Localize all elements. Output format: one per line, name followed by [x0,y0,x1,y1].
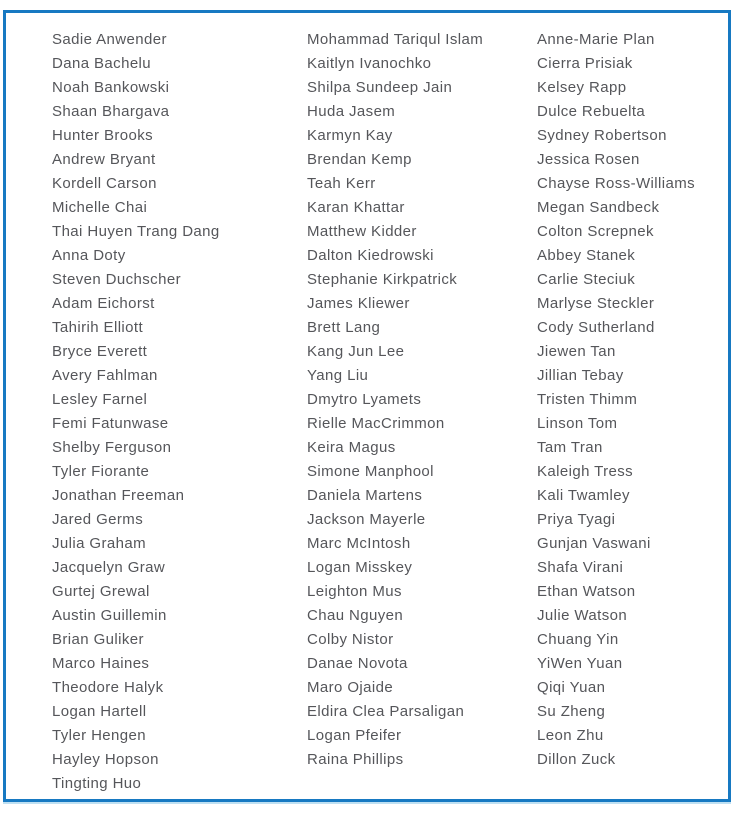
list-item: Marc McIntosh [307,535,411,552]
list-item: Leon Zhu [537,727,604,744]
list-item: Qiqi Yuan [537,679,606,696]
list-item: Hunter Brooks [52,127,154,144]
list-item: Ethan Watson [537,583,636,600]
list-item: Karmyn Kay [307,127,393,144]
list-item: Bryce Everett [52,343,148,360]
list-item: Linson Tom [537,415,618,432]
list-item: Marco Haines [52,655,150,672]
list-item: Steven Duchscher [52,271,181,288]
list-item: Jiewen Tan [537,343,616,360]
list-item: Priya Tyagi [537,511,616,528]
list-item: Jacquelyn Graw [52,559,166,576]
list-item: Jackson Mayerle [307,511,426,528]
list-item: Maro Ojaide [307,679,394,696]
list-item: Michelle Chai [52,199,148,216]
list-item: Su Zheng [537,703,606,720]
list-item: Karan Khattar [307,199,405,216]
list-item: Shilpa Sundeep Jain [307,79,453,96]
list-item: Kaitlyn Ivanochko [307,55,432,72]
list-item: Tahirih Elliott [52,319,144,336]
list-item: Simone Manphool [307,463,434,480]
list-item: Megan Sandbeck [537,199,660,216]
list-item: Hayley Hopson [52,751,159,768]
list-item: Matthew Kidder [307,223,417,240]
list-item: Carlie Steciuk [537,271,636,288]
list-item: Eldira Clea Parsaligan [307,703,465,720]
list-item: Brian Guliker [52,631,144,648]
list-item: Anne-Marie Plan [537,31,655,48]
list-item: Kordell Carson [52,175,157,192]
list-item: YiWen Yuan [537,655,623,672]
list-item: Leighton Mus [307,583,402,600]
list-item: Kali Twamley [537,487,630,504]
list-item: Jillian Tebay [537,367,624,384]
list-item: Cierra Prisiak [537,55,633,72]
list-item: Thai Huyen Trang Dang [52,223,220,240]
roster-panel [3,10,731,802]
list-item: Jessica Rosen [537,151,640,168]
list-item: Chuang Yin [537,631,619,648]
list-item: Shaan Bhargava [52,103,170,120]
list-item: Rielle MacCrimmon [307,415,445,432]
list-item: Dulce Rebuelta [537,103,646,120]
list-item: Sadie Anwender [52,31,167,48]
list-item: Daniela Martens [307,487,423,504]
list-item: Jonathan Freeman [52,487,185,504]
list-item: Shafa Virani [537,559,624,576]
list-item: Logan Pfeifer [307,727,402,744]
list-item: Kelsey Rapp [537,79,627,96]
name-column-3 [537,28,727,772]
list-item: Keira Magus [307,439,396,456]
list-item: Tyler Fiorante [52,463,150,480]
list-item: Dana Bachelu [52,55,152,72]
list-item: Mohammad Tariqul Islam [307,31,484,48]
list-item: Julie Watson [537,607,628,624]
name-columns [6,13,728,796]
list-item: Austin Guillemin [52,607,167,624]
list-item: Gunjan Vaswani [537,535,651,552]
list-item: Sydney Robertson [537,127,667,144]
list-item: Marlyse Steckler [537,295,655,312]
list-item: Noah Bankowski [52,79,170,96]
list-item: James Kliewer [307,295,410,312]
list-item: Tristen Thimm [537,391,638,408]
list-item: Tam Tran [537,439,603,456]
list-item: Adam Eichorst [52,295,155,312]
list-item: Dmytro Lyamets [307,391,422,408]
list-item: Teah Kerr [307,175,376,192]
list-item: Tyler Hengen [52,727,147,744]
list-item: Lesley Farnel [52,391,148,408]
list-item: Dalton Kiedrowski [307,247,434,264]
name-column-1 [52,28,307,796]
list-item: Theodore Halyk [52,679,164,696]
list-item: Avery Fahlman [52,367,158,384]
list-item: Andrew Bryant [52,151,156,168]
list-item: Colby Nistor [307,631,394,648]
list-item: Gurtej Grewal [52,583,150,600]
list-item: Jared Germs [52,511,144,528]
list-item: Huda Jasem [307,103,396,120]
list-item: Dillon Zuck [537,751,616,768]
list-item: Cody Sutherland [537,319,655,336]
list-item: Tingting Huo [52,775,142,792]
list-item: Brendan Kemp [307,151,412,168]
list-item: Femi Fatunwase [52,415,169,432]
list-item: Danae Novota [307,655,408,672]
list-item: Logan Misskey [307,559,413,576]
list-item: Logan Hartell [52,703,147,720]
list-item: Raina Phillips [307,751,404,768]
name-column-2 [307,28,537,772]
list-item: Anna Doty [52,247,126,264]
list-item: Brett Lang [307,319,381,336]
list-item: Kaleigh Tress [537,463,634,480]
list-item: Colton Screpnek [537,223,654,240]
list-item: Kang Jun Lee [307,343,405,360]
list-item: Chayse Ross-Williams [537,175,696,192]
list-item: Julia Graham [52,535,147,552]
list-item: Shelby Ferguson [52,439,172,456]
list-item: Yang Liu [307,367,369,384]
list-item: Chau Nguyen [307,607,404,624]
list-item: Abbey Stanek [537,247,636,264]
list-item: Stephanie Kirkpatrick [307,271,458,288]
